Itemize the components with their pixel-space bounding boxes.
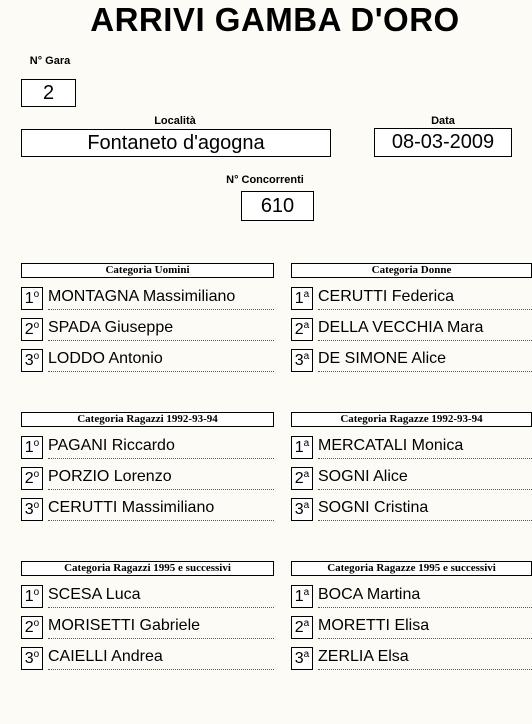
place-rank: 2$^a$ [291,467,313,490]
athlete-name: PORZIO Lorenzo [48,467,274,490]
athlete-name: SCESA Luca [48,585,274,608]
concorrenti-label: N° Concorrenti [226,174,304,186]
localita-field: Fontaneto d'agogna [21,129,331,157]
category-header: Categoria Ragazze 1995 e successivi [291,561,532,576]
category-header: Categoria Ragazzi 1995 e successivi [21,561,274,576]
place-rank: 3$^o$ [21,349,43,372]
place-rank: 1$^o$ [21,585,43,608]
category-header: Categoria Ragazze 1992-93-94 [291,412,532,427]
place-rank: 1$^o$ [21,436,43,459]
place-rank: 2$^a$ [291,616,313,639]
athlete-name: MORETTI Elisa [318,616,532,639]
athlete-name: MERCATALI Monica [318,436,532,459]
athlete-name: PAGANI Riccardo [48,436,274,459]
place-rank: 3$^a$ [291,647,313,670]
data-label: Data [431,115,455,127]
category-header: Categoria Donne [291,263,532,278]
category-header: Categoria Uomini [21,263,274,278]
place-rank: 1$^a$ [291,287,313,310]
place-rank: 1$^o$ [21,287,43,310]
data-field: 08-03-2009 [374,128,512,157]
localita-label: Località [154,115,196,127]
place-rank: 1$^a$ [291,436,313,459]
athlete-name: SPADA Giuseppe [48,318,274,341]
athlete-name: DE SIMONE Alice [318,349,532,372]
place-rank: 3$^a$ [291,498,313,521]
gara-number-field: 2 [21,79,76,107]
place-rank: 2$^o$ [21,467,43,490]
athlete-name: ZERLIA Elsa [318,647,532,670]
athlete-name: CERUTTI Massimiliano [48,498,274,521]
athlete-name: LODDO Antonio [48,349,274,372]
athlete-name: MONTAGNA Massimiliano [48,287,274,310]
place-rank: 3$^a$ [291,349,313,372]
athlete-name: DELLA VECCHIA Mara [318,318,532,341]
place-rank: 2$^o$ [21,318,43,341]
place-rank: 2$^a$ [291,318,313,341]
place-rank: 3$^o$ [21,647,43,670]
athlete-name: BOCA Martina [318,585,532,608]
concorrenti-field: 610 [241,191,314,221]
place-rank: 1$^a$ [291,585,313,608]
athlete-name: CAIELLI Andrea [48,647,274,670]
athlete-name: MORISETTI Gabriele [48,616,274,639]
gara-label: N° Gara [29,55,71,67]
athlete-name: SOGNI Alice [318,467,532,490]
page-title: ARRIVI GAMBA D'ORO [90,1,460,38]
place-rank: 2$^o$ [21,616,43,639]
place-rank: 3$^o$ [21,498,43,521]
category-header: Categoria Ragazzi 1992-93-94 [21,412,274,427]
athlete-name: CERUTTI Federica [318,287,532,310]
athlete-name: SOGNI Cristina [318,498,532,521]
